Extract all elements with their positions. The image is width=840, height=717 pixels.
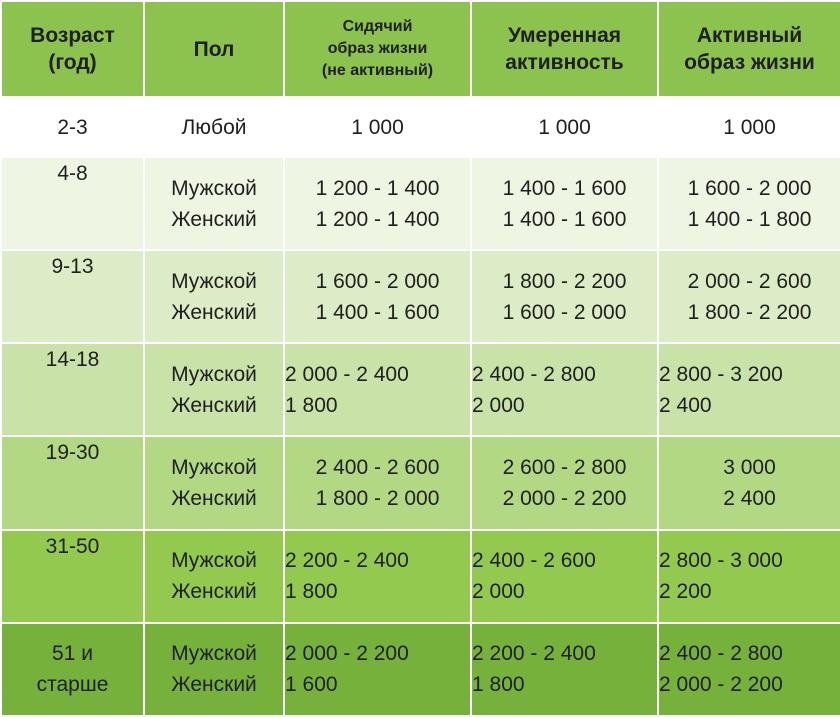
moderate-cell bbox=[471, 623, 658, 716]
sex-cell bbox=[144, 623, 284, 716]
sedentary-cell bbox=[284, 530, 471, 623]
moderate-male: 2 400 - 2 800 bbox=[472, 362, 596, 386]
table-row bbox=[1, 250, 840, 343]
table-row bbox=[1, 623, 840, 716]
active-female: 2 400 bbox=[659, 393, 712, 417]
header-sedentary-line3: (не активный) bbox=[321, 62, 434, 79]
sedentary-male: 2 200 - 2 400 bbox=[285, 549, 409, 573]
sedentary-female: 1 800 bbox=[285, 393, 338, 417]
sex-cell bbox=[144, 250, 284, 343]
active-male: 1 600 - 2 000 bbox=[687, 176, 812, 200]
sedentary-male: 1 200 - 1 400 bbox=[315, 176, 440, 200]
moderate-cell bbox=[471, 530, 658, 623]
moderate-cell bbox=[471, 343, 658, 436]
moderate-male: 2 600 - 2 800 bbox=[502, 456, 627, 480]
active-male: 3 000 bbox=[723, 456, 776, 480]
header-row bbox=[1, 1, 840, 97]
moderate-male: 1 800 - 2 200 bbox=[502, 269, 627, 293]
sedentary-female: 1 600 bbox=[285, 673, 338, 697]
header-sedentary-line2: образ жизни bbox=[327, 40, 428, 57]
sex-female: Женский bbox=[171, 580, 257, 604]
active-male: 2 800 - 3 200 bbox=[659, 362, 783, 386]
sex-female: Женский bbox=[171, 300, 257, 324]
header-moderate-line2: активность bbox=[505, 51, 624, 74]
sex-cell bbox=[144, 530, 284, 623]
sex-male: Мужской bbox=[171, 642, 257, 666]
moderate-female: 2 000 bbox=[472, 580, 525, 604]
moderate-male: 2 400 - 2 600 bbox=[472, 549, 596, 573]
active-male: 2 000 - 2 600 bbox=[687, 269, 812, 293]
sedentary-cell bbox=[284, 97, 471, 157]
sedentary-female: 1 200 - 1 400 bbox=[315, 207, 440, 231]
active-value: 1 000 bbox=[723, 115, 776, 139]
sedentary-cell bbox=[284, 436, 471, 529]
moderate-female: 1 600 - 2 000 bbox=[502, 300, 627, 324]
active-cell bbox=[658, 157, 840, 250]
age-value: 31-50 bbox=[45, 534, 100, 558]
header-moderate-line1: Умеренная bbox=[507, 24, 622, 47]
age-value: 4-8 bbox=[57, 162, 88, 185]
sex-male: Мужской bbox=[171, 549, 257, 573]
age-cell bbox=[1, 623, 144, 716]
sedentary-female: 1 800 - 2 000 bbox=[315, 487, 440, 511]
moderate-female: 1 400 - 1 600 bbox=[502, 207, 627, 231]
sex-male: Мужской bbox=[171, 362, 257, 386]
active-cell bbox=[658, 436, 840, 529]
table-header bbox=[1, 1, 840, 97]
age-cell bbox=[1, 157, 144, 250]
sedentary-cell bbox=[284, 623, 471, 716]
active-cell bbox=[658, 250, 840, 343]
active-male: 2 400 - 2 800 bbox=[659, 642, 783, 666]
age-value: 9-13 bbox=[51, 255, 94, 279]
table-row bbox=[1, 530, 840, 623]
moderate-female: 2 000 bbox=[472, 393, 525, 417]
sedentary-cell bbox=[284, 157, 471, 250]
sex-male: Мужской bbox=[171, 269, 257, 293]
sedentary-male: 2 400 - 2 600 bbox=[315, 456, 440, 480]
header-active-line2: образ жизни bbox=[684, 51, 815, 74]
moderate-cell bbox=[471, 436, 658, 529]
header-age bbox=[1, 1, 144, 97]
header-sedentary-line1: Сидячий bbox=[342, 18, 413, 35]
header-age-line2: (год) bbox=[48, 51, 97, 74]
sex-female: Женский bbox=[171, 207, 257, 231]
header-age-line1: Возраст bbox=[30, 24, 115, 47]
age-value: 2-3 bbox=[57, 115, 88, 139]
active-cell bbox=[658, 530, 840, 623]
moderate-male: 1 400 - 1 600 bbox=[502, 176, 627, 200]
header-moderate bbox=[471, 1, 658, 97]
active-female: 2 400 bbox=[723, 487, 776, 511]
age-cell bbox=[1, 530, 144, 623]
sex-value: Любой bbox=[181, 115, 247, 139]
age-value: 19-30 bbox=[45, 441, 100, 465]
age-cell bbox=[1, 250, 144, 343]
sedentary-male: 1 600 - 2 000 bbox=[315, 269, 440, 293]
age-value: 14-18 bbox=[45, 348, 100, 372]
sex-cell bbox=[144, 97, 284, 157]
header-sex bbox=[144, 1, 284, 97]
sex-female: Женский bbox=[171, 673, 257, 697]
moderate-cell bbox=[471, 250, 658, 343]
table-row bbox=[1, 157, 840, 250]
active-female: 1 800 - 2 200 bbox=[687, 300, 812, 324]
moderate-cell bbox=[471, 97, 658, 157]
sedentary-female: 1 800 bbox=[285, 580, 338, 604]
moderate-female: 1 800 bbox=[472, 673, 525, 697]
sedentary-male: 2 000 - 2 400 bbox=[285, 362, 409, 386]
header-active bbox=[658, 1, 840, 97]
sex-cell bbox=[144, 436, 284, 529]
sex-female: Женский bbox=[171, 487, 257, 511]
sedentary-male: 2 000 - 2 200 bbox=[285, 642, 409, 666]
header-sex-label: Пол bbox=[193, 37, 235, 61]
header-sedentary bbox=[284, 1, 471, 97]
sex-female: Женский bbox=[171, 393, 257, 417]
sedentary-female: 1 400 - 1 600 bbox=[315, 300, 440, 324]
table-row bbox=[1, 97, 840, 157]
active-female: 1 400 - 1 800 bbox=[687, 207, 812, 231]
age-cell bbox=[1, 436, 144, 529]
active-cell bbox=[658, 343, 840, 436]
sex-cell bbox=[144, 343, 284, 436]
active-cell bbox=[658, 623, 840, 716]
moderate-female: 2 000 - 2 200 bbox=[502, 487, 627, 511]
active-cell bbox=[658, 97, 840, 157]
table-row bbox=[1, 436, 840, 529]
active-female: 2 200 bbox=[659, 580, 712, 604]
age-cell bbox=[1, 343, 144, 436]
sedentary-value: 1 000 bbox=[351, 115, 404, 139]
sex-cell bbox=[144, 157, 284, 250]
sex-male: Мужской bbox=[171, 176, 257, 200]
moderate-male: 2 200 - 2 400 bbox=[472, 642, 596, 666]
table-body bbox=[1, 97, 840, 716]
sedentary-cell bbox=[284, 250, 471, 343]
active-female: 2 000 - 2 200 bbox=[659, 673, 783, 697]
sedentary-cell bbox=[284, 343, 471, 436]
moderate-value: 1 000 bbox=[538, 115, 591, 139]
sex-male: Мужской bbox=[171, 456, 257, 480]
header-active-line1: Активный bbox=[696, 24, 803, 47]
table-row bbox=[1, 343, 840, 436]
age-value-line2: старше bbox=[36, 673, 109, 697]
age-value-line1: 51 и bbox=[52, 642, 93, 666]
moderate-cell bbox=[471, 157, 658, 250]
age-cell bbox=[1, 97, 144, 157]
active-male: 2 800 - 3 000 bbox=[659, 549, 783, 573]
